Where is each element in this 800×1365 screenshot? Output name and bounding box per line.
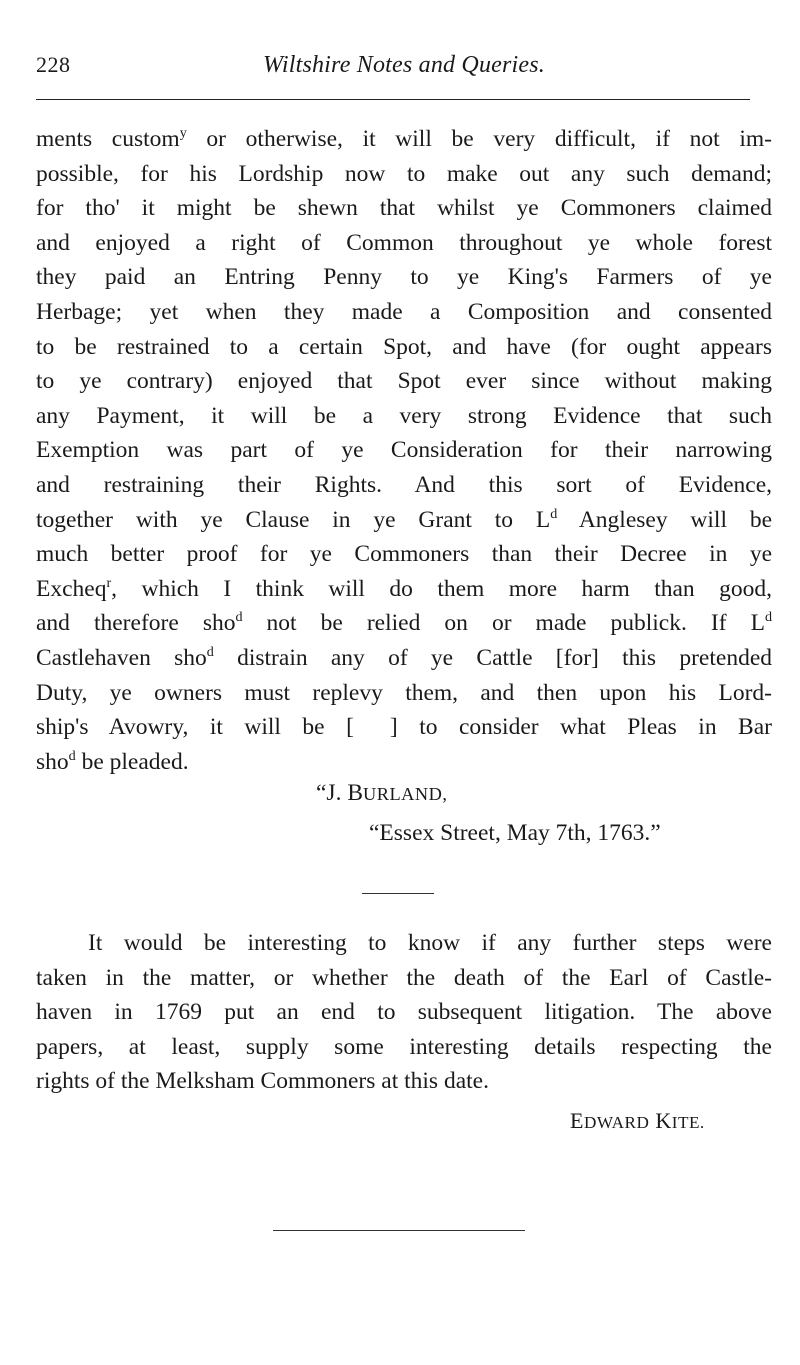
author-last-rest: ITE. <box>671 1113 705 1132</box>
closing-paragraph <box>36 926 772 1099</box>
text-line: rights of the Melksham Commoners at this date. <box>36 1068 489 1095</box>
text-line: papers, at least, supply some interesting details respecting the <box>36 1033 772 1060</box>
text-line: ship's Avowry, it will be [ ] to consider what Pleas in Bar <box>36 714 772 741</box>
text-line: they paid an Entring Penny to ye King's Farmers of ye <box>36 264 772 291</box>
text-line: together with ye Clause in ye Grant to $L^d$ Anglesey will be <box>36 505 772 533</box>
section-divider <box>362 893 434 894</box>
running-head: Wiltshire Notes and Queries. <box>262 52 546 78</box>
text-line: any Payment, it will be a very strong Evidence that such <box>36 402 772 429</box>
author-last-initial: K <box>655 1108 672 1133</box>
text-line: Exemption was part of ye Consideration for their narrowing <box>36 437 772 464</box>
page-header <box>36 52 772 86</box>
text-line: sho$^d$ be pleaded. <box>36 747 189 775</box>
text-line: Herbage; yet when they made a Composition and consented <box>36 298 772 325</box>
header-rule <box>36 99 750 100</box>
signature-name-prefix: “J. B <box>316 780 363 806</box>
text-line: to be restrained to a certain Spot, and have (for ought appears <box>36 333 772 360</box>
text-line: and restraining their Rights. And this sort of Evidence, <box>36 471 772 498</box>
text-line: ments custom$^y$ or otherwise, it will be very difficult, if not im- <box>36 125 772 152</box>
text-line: much better proof for ye Commoners than their Decree in ye <box>36 541 772 568</box>
text-line: to ye contrary) enjoyed that Spot ever since without making <box>36 368 772 395</box>
letter-body <box>36 122 772 779</box>
signature-name-rest: URLAND, <box>363 784 448 804</box>
author-first-rest: DWARD <box>583 1113 650 1132</box>
text-line: and enjoyed a right of Common throughout ye whole forest <box>36 229 772 256</box>
text-line: for tho' it might be shewn that whilst ye Commoners claimed <box>36 195 772 222</box>
author-signature <box>570 1108 705 1134</box>
text-line: taken in the matter, or whether the death of the Earl of Castle- <box>36 964 772 991</box>
text-line: Castlehaven sho$^d$ distrain any of ye Cattle [for] this pretended <box>36 644 772 671</box>
text-line: possible, for his Lordship now to make out any such demand; <box>36 160 772 187</box>
page-number: 228 <box>36 52 71 77</box>
text-line: haven in 1769 put an end to subsequent litigation. The above <box>36 999 772 1026</box>
text-line: It would be interesting to know if any further steps were <box>88 930 772 956</box>
text-line: and therefore sho$^d$ not be relied on or made publick. If $L^d$ <box>36 609 772 637</box>
signature-name <box>316 780 447 807</box>
text-line: Duty, ye owners must replevy them, and then upon his Lord- <box>36 679 772 706</box>
signature-address: “Essex Street, May 7th, 1763.” <box>369 820 661 846</box>
end-rule <box>273 1230 525 1231</box>
author-first-initial: E <box>570 1108 584 1133</box>
text-line: Excheq$^r$, which I think will do them more harm than good, <box>36 574 772 602</box>
